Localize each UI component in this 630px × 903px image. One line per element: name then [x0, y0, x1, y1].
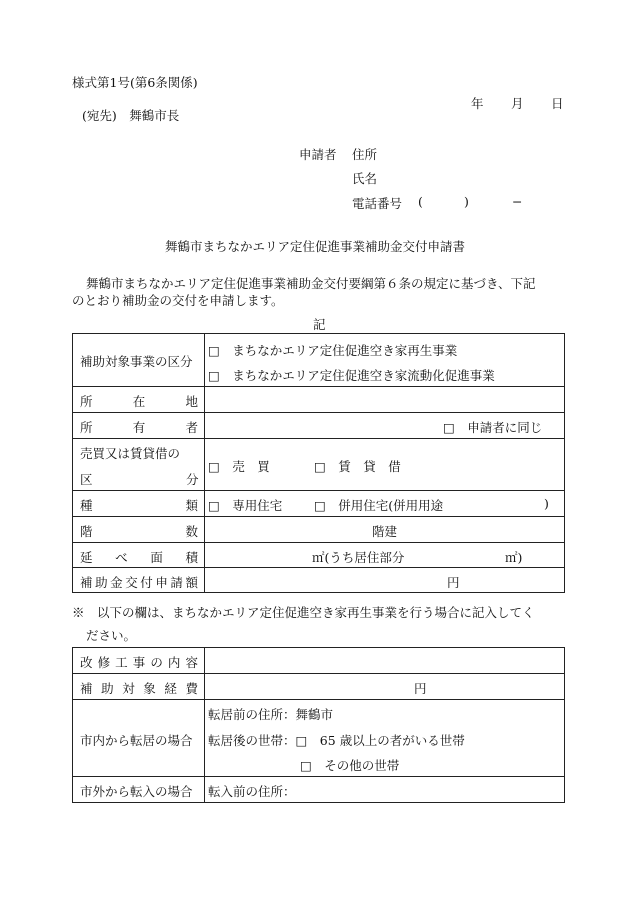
label-moving-within-city: 市内から転居の場合 [80, 733, 193, 748]
label-sale-or-lease: 売買又は賃貸借の [80, 446, 181, 461]
option-lease[interactable]: □ 賃 貸 借 [314, 459, 401, 474]
option-other-household[interactable]: □ その他の世帯 [300, 758, 400, 773]
label-sale-or-lease-ku: 区 [80, 472, 93, 487]
label-subsidy-category: 補助対象事業の区分 [80, 354, 193, 369]
ki-label: 記 [313, 317, 326, 332]
residential-area-unit: ㎡) [505, 550, 523, 565]
option-sale[interactable]: □ 売 買 [208, 459, 270, 474]
checkbox-same-as-applicant[interactable]: □ 申請者に同じ [443, 420, 543, 435]
name-label: 氏名 [352, 171, 378, 186]
intro-line-1: 舞鶴市まちなかエリア定住促進事業補助金交付要綱第６条の規定に基づき、下記 [86, 276, 536, 291]
date-day: 日 [551, 96, 564, 111]
intro-line-2: のとおり補助金の交付を申請します。 [72, 293, 284, 308]
option-household-65-plus[interactable]: 転居後の世帯：□ 65 歳以上の者がいる世帯 [208, 733, 465, 748]
label-floors: 階 数 [80, 524, 198, 539]
label-location: 所 在 地 [80, 394, 198, 409]
location-field[interactable] [206, 388, 563, 410]
floors-unit: 階建 [372, 524, 398, 539]
document-title: 舞鶴市まちなかエリア定住促進事業補助金交付申請書 [164, 239, 465, 254]
applicant-label: 申請者 [299, 147, 337, 162]
mixed-use-close-paren: ) [544, 496, 549, 511]
option-dedicated-house[interactable]: □ 専用住宅 [208, 498, 283, 513]
form-number: 様式第1号(第6条関係) [72, 75, 198, 90]
address-label: 住所 [352, 147, 378, 162]
note-line-2: ださい。 [86, 628, 137, 643]
previous-address-outside: 転入前の住所： [208, 784, 296, 799]
option-mixed-use-house[interactable]: □ 併用住宅(併用用途 [314, 498, 444, 513]
option-vacant-house-renovation[interactable]: □ まちなかエリア定住促進空き家再生事業 [208, 343, 458, 358]
phone-label: 電話番号 [352, 196, 403, 211]
label-sale-or-lease-bun: 分 [186, 472, 199, 487]
floor-area-unit: ㎡(うち居住部分 [312, 550, 405, 565]
label-requested-amount: 補 助 金 交 付 申 請 額 [80, 575, 198, 590]
renovation-content-field[interactable] [206, 649, 563, 671]
label-owner: 所 有 者 [80, 420, 198, 435]
addressee: (宛先) 舞鶴市長 [82, 108, 180, 123]
phone-close-paren: ) [464, 194, 469, 209]
label-renovation-content: 改 修 工 事 の 内 容 [80, 655, 198, 670]
phone-open-paren: ( [418, 194, 423, 209]
option-vacant-house-circulation[interactable]: □ まちなかエリア定住促進空き家流動化促進事業 [208, 368, 495, 383]
date-year: 年 [471, 96, 484, 111]
note-line-1: ※ 以下の欄は、まちなかエリア定住促進空き家再生事業を行う場合に記入してく [72, 605, 535, 620]
label-eligible-expense: 補 助 対 象 経 費 [80, 681, 198, 696]
label-moving-from-outside: 市外から転入の場合 [80, 784, 193, 799]
previous-address-maizuru: 転居前の住所：舞鶴市 [208, 707, 334, 722]
label-floor-area: 延 べ 面 積 [80, 550, 198, 565]
phone-dash: − [512, 194, 523, 209]
amount-unit-yen: 円 [447, 575, 460, 590]
label-type: 種 類 [80, 498, 198, 513]
expense-unit-yen: 円 [414, 681, 427, 696]
date-month: 月 [511, 96, 524, 111]
